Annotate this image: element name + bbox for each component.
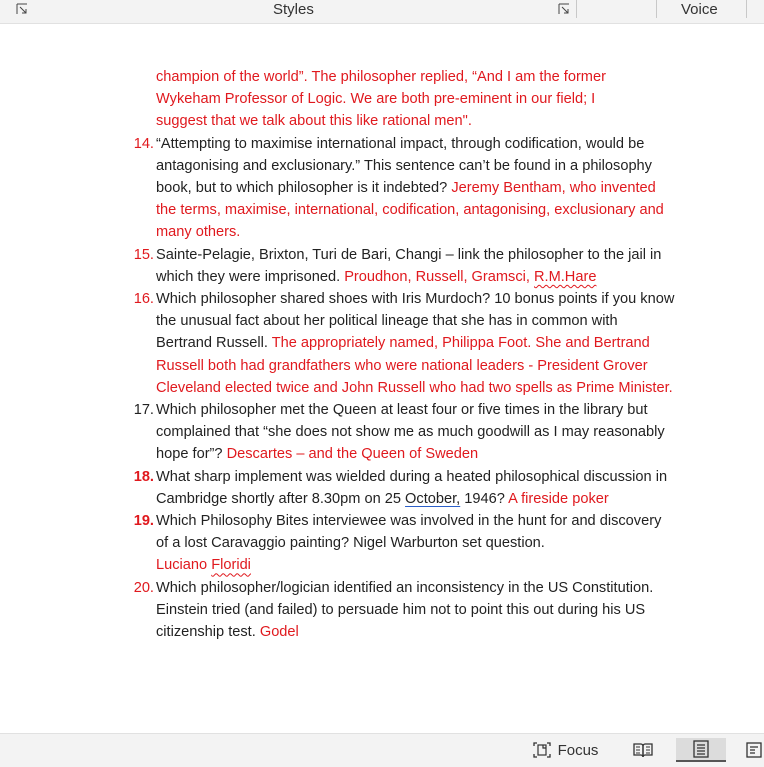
list-number: 20. bbox=[133, 579, 154, 596]
ribbon-separator bbox=[746, 0, 747, 18]
answer-text: Descartes – and the Queen of Sweden bbox=[226, 446, 479, 463]
list-item-19 bbox=[133, 510, 676, 577]
list-number: 16. bbox=[133, 291, 154, 308]
print-layout-icon bbox=[692, 740, 710, 758]
text-line: champion of the world”. The philosopher replied, “And I am the former bbox=[156, 69, 606, 85]
answer-text: Proudhon, Russell, Gramsci, bbox=[344, 268, 530, 285]
question-text: Which philosopher met the Queen at least four or five times in the library but complained that “she does not show me as much goodwill as I may reasonably hope for”? bbox=[156, 402, 665, 463]
list-number: 15. bbox=[133, 246, 154, 263]
list-item-14 bbox=[133, 133, 676, 244]
list-item-16 bbox=[133, 288, 676, 399]
answer-text: Luciano bbox=[156, 557, 208, 574]
answer-text: Godel bbox=[259, 624, 299, 641]
web-layout-icon bbox=[744, 741, 764, 759]
grammar-flagged-text[interactable]: October, bbox=[405, 490, 461, 507]
question-text: Which philosopher/logician identified an inconsistency in the US Constitution. Einstein tried (and failed) to persuade him not to point this out during his US citizenship test. bbox=[156, 579, 654, 641]
ribbon-strip bbox=[0, 0, 764, 24]
question-text: Which philosopher shared shoes with Iris Murdoch? 10 bonus points if you know the unusual fact about her political lineage that she has in common with Bertrand Russell. bbox=[156, 291, 675, 352]
question-text: Sainte-Pelagie, Brixton, Turi de Bari, Changi – link the philosopher to the jail in which they were imprisoned. bbox=[156, 246, 662, 285]
spelling-flagged-text[interactable]: Floridi bbox=[211, 557, 251, 574]
web-layout-button[interactable] bbox=[744, 738, 764, 762]
read-mode-button[interactable] bbox=[626, 738, 660, 762]
voice-group-label: Voice bbox=[681, 1, 718, 18]
question-text: Which Philosophy Bites interviewee was involved in the hunt for and discovery of a lost Caravaggio painting? Nigel Warburton set question. bbox=[156, 513, 662, 552]
text-line: Wykeham Professor of Logic. We are both pre-eminent in our field; I bbox=[156, 91, 596, 108]
focus-label: Focus bbox=[557, 741, 599, 759]
document-body[interactable] bbox=[133, 66, 676, 643]
question-text: “Attempting to maximise international impact, through codification, would be antagonising and exclusionary.” This sentence can’t be found in a philosophy book, but to which philosopher is it indebted? bbox=[156, 135, 652, 197]
spelling-flagged-text[interactable]: R.M.Hare bbox=[534, 268, 597, 285]
focus-button[interactable] bbox=[528, 738, 602, 762]
ribbon-separator bbox=[656, 0, 657, 18]
list-item-15 bbox=[133, 244, 676, 288]
question-text: What sharp implement was wielded during a heated philosophical discussion in Cambridge shortly after 8.30pm on 25 bbox=[156, 468, 668, 507]
status-bar bbox=[0, 733, 764, 767]
font-dialog-launcher-icon[interactable] bbox=[15, 2, 29, 16]
text-line: suggest that we talk about this like rational men". bbox=[156, 113, 472, 130]
question-text: 1946? bbox=[464, 490, 505, 507]
list-item-17 bbox=[133, 399, 676, 466]
document-canvas[interactable] bbox=[0, 24, 764, 733]
answer-text: The appropriately named, Philippa Foot. She and Bertrand Russell both had grandfathers who were national leaders - President Grover Cleveland elected twice and John Russell who had two spells as Prime Minister. bbox=[156, 335, 673, 396]
ribbon-separator bbox=[576, 0, 577, 18]
styles-group-label: Styles bbox=[273, 1, 314, 18]
answer-text: A fireside poker bbox=[508, 490, 609, 507]
focus-icon bbox=[532, 741, 552, 759]
list-number: 17. bbox=[133, 402, 154, 419]
list-item-18 bbox=[133, 466, 676, 510]
list-number: 14. bbox=[133, 135, 154, 152]
list-number: 19. bbox=[133, 513, 154, 530]
print-layout-button[interactable] bbox=[676, 738, 726, 762]
intro-continuation bbox=[156, 66, 676, 133]
list-item-20 bbox=[133, 577, 676, 644]
answer-text: Jeremy Bentham, who invented the terms, maximise, international, codification, antagonising, exclusionary and many others. bbox=[156, 180, 664, 241]
list-number: 18. bbox=[133, 468, 154, 485]
styles-dialog-launcher-icon[interactable] bbox=[557, 2, 571, 16]
book-icon bbox=[632, 741, 654, 759]
